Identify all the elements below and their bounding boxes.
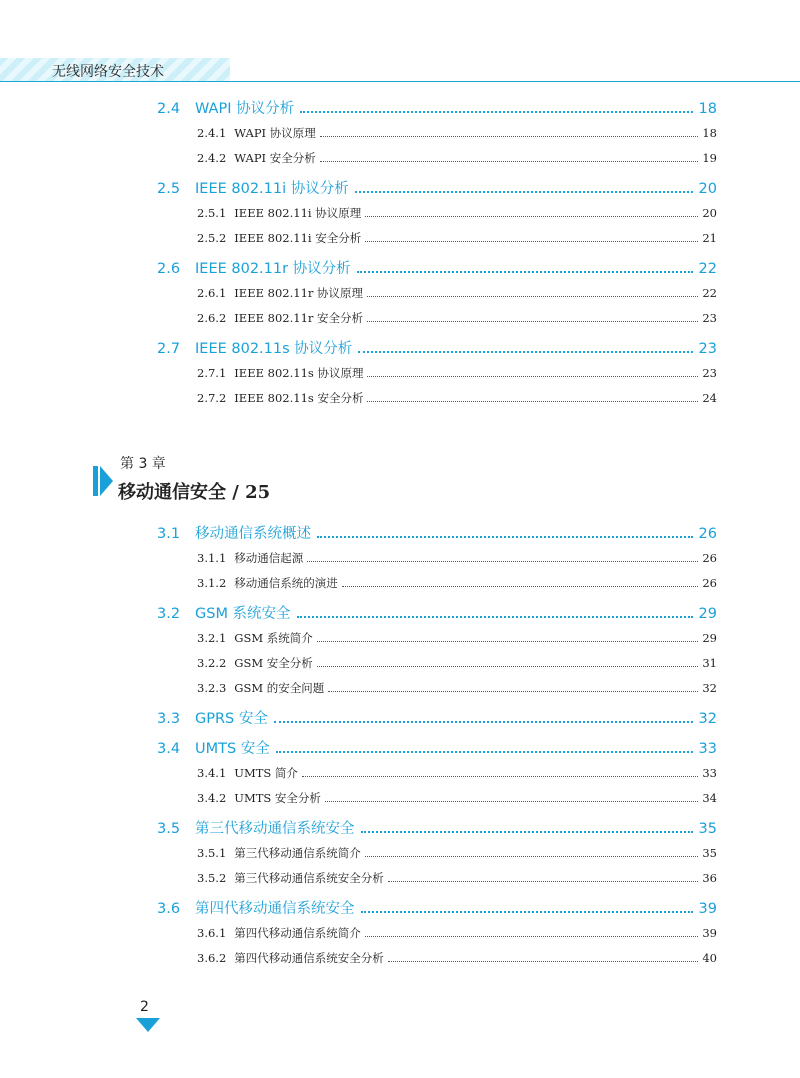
subsection-title: 第四代移动通信系统安全分析 bbox=[234, 951, 384, 965]
subsection-title: 移动通信系统的演进 bbox=[234, 576, 338, 590]
toc-section[interactable] bbox=[157, 707, 717, 731]
subsection-page: 40 bbox=[702, 951, 717, 965]
subsection-number: 2.4.2 bbox=[197, 151, 227, 165]
leader-dots bbox=[317, 666, 699, 667]
toc-section[interactable] bbox=[157, 337, 717, 361]
subsection-title: IEEE 802.11s 协议原理 bbox=[234, 366, 364, 380]
section-title: WAPI 协议分析 bbox=[195, 101, 295, 117]
subsection-title: WAPI 协议原理 bbox=[234, 126, 316, 140]
subsection-page: 29 bbox=[702, 631, 717, 645]
subsection-page: 31 bbox=[702, 656, 717, 670]
leader-dots bbox=[388, 961, 699, 962]
section-page: 39 bbox=[698, 901, 717, 917]
subsection-number: 3.5.2 bbox=[197, 871, 227, 885]
toc-subsection[interactable] bbox=[197, 575, 717, 595]
subsection-title: IEEE 802.11r 安全分析 bbox=[234, 311, 364, 325]
toc-subsection[interactable] bbox=[197, 845, 717, 865]
section-title: GSM 系统安全 bbox=[195, 606, 291, 622]
subsection-page: 26 bbox=[702, 576, 717, 590]
toc-subsection[interactable] bbox=[197, 205, 717, 225]
subsection-page: 26 bbox=[702, 551, 717, 565]
leader-dots bbox=[302, 776, 698, 777]
leader-dots bbox=[365, 936, 699, 937]
section-number: 3.2 bbox=[157, 606, 181, 622]
section-page: 33 bbox=[698, 741, 717, 757]
section-number: 3.1 bbox=[157, 526, 181, 542]
toc-subsection[interactable] bbox=[197, 950, 717, 970]
subsection-page: 24 bbox=[702, 391, 717, 405]
section-number: 3.5 bbox=[157, 821, 181, 837]
page-number: 2 bbox=[140, 999, 149, 1015]
subsection-title: IEEE 802.11s 安全分析 bbox=[234, 391, 364, 405]
subsection-number: 2.4.1 bbox=[197, 126, 227, 140]
toc-section[interactable] bbox=[157, 817, 717, 841]
subsection-page: 20 bbox=[702, 206, 717, 220]
section-number: 3.3 bbox=[157, 711, 181, 727]
subsection-page: 35 bbox=[702, 846, 717, 860]
toc-subsection[interactable] bbox=[197, 655, 717, 675]
subsection-page: 23 bbox=[702, 311, 717, 325]
subsection-title: IEEE 802.11r 协议原理 bbox=[234, 286, 364, 300]
toc-subsection[interactable] bbox=[197, 630, 717, 650]
toc-subsection[interactable] bbox=[197, 230, 717, 250]
leader-dots bbox=[367, 321, 698, 322]
leader-dots bbox=[357, 271, 693, 273]
toc-subsection[interactable] bbox=[197, 150, 717, 170]
subsection-title: 移动通信起源 bbox=[234, 551, 304, 565]
subsection-title: 第三代移动通信系统简介 bbox=[234, 846, 361, 860]
subsection-title: IEEE 802.11i 协议原理 bbox=[234, 206, 362, 220]
toc-section[interactable] bbox=[157, 737, 717, 761]
subsection-title: GSM 安全分析 bbox=[234, 656, 313, 670]
subsection-page: 18 bbox=[702, 126, 717, 140]
section-page: 18 bbox=[698, 101, 717, 117]
toc-section[interactable] bbox=[157, 522, 717, 546]
toc-section[interactable] bbox=[157, 602, 717, 626]
leader-dots bbox=[317, 641, 699, 642]
subsection-number: 2.6.1 bbox=[197, 286, 227, 300]
page-marker-triangle-icon bbox=[136, 1018, 160, 1032]
toc-subsection[interactable] bbox=[197, 285, 717, 305]
leader-dots bbox=[367, 376, 698, 377]
leader-dots bbox=[320, 161, 699, 162]
leader-dots bbox=[320, 136, 699, 137]
subsection-number: 3.1.1 bbox=[197, 551, 227, 565]
book-title: 无线网络安全技术 bbox=[52, 64, 164, 80]
leader-dots bbox=[388, 881, 699, 882]
header-rule bbox=[0, 81, 800, 82]
running-header bbox=[0, 58, 800, 82]
section-page: 20 bbox=[698, 181, 717, 197]
leader-dots bbox=[317, 536, 693, 538]
subsection-page: 19 bbox=[702, 151, 717, 165]
leader-dots bbox=[361, 911, 693, 913]
leader-dots bbox=[325, 801, 698, 802]
subsection-page: 32 bbox=[702, 681, 717, 695]
section-number: 3.6 bbox=[157, 901, 181, 917]
leader-dots bbox=[307, 561, 698, 562]
subsection-title: GSM 系统简介 bbox=[234, 631, 313, 645]
leader-dots bbox=[276, 751, 693, 753]
section-title: 第四代移动通信系统安全 bbox=[195, 901, 355, 917]
toc-section[interactable] bbox=[157, 257, 717, 281]
section-number: 2.4 bbox=[157, 101, 181, 117]
section-title: IEEE 802.11r 协议分析 bbox=[195, 261, 351, 277]
leader-dots bbox=[328, 691, 698, 692]
section-number: 2.7 bbox=[157, 341, 181, 357]
toc-subsection[interactable] bbox=[197, 680, 717, 700]
section-title: 移动通信系统概述 bbox=[195, 526, 311, 542]
subsection-page: 22 bbox=[702, 286, 717, 300]
subsection-page: 36 bbox=[702, 871, 717, 885]
section-number: 2.5 bbox=[157, 181, 181, 197]
toc-subsection[interactable] bbox=[197, 870, 717, 890]
chapter-label: 第 3 章 bbox=[120, 456, 166, 472]
section-page: 29 bbox=[698, 606, 717, 622]
section-title: 第三代移动通信系统安全 bbox=[195, 821, 355, 837]
toc-subsection[interactable] bbox=[197, 790, 717, 810]
section-title: IEEE 802.11s 协议分析 bbox=[195, 341, 353, 357]
toc-subsection[interactable] bbox=[197, 310, 717, 330]
section-title: UMTS 安全 bbox=[195, 741, 270, 757]
section-number: 3.4 bbox=[157, 741, 181, 757]
section-title: IEEE 802.11i 协议分析 bbox=[195, 181, 349, 197]
subsection-page: 21 bbox=[702, 231, 717, 245]
leader-dots bbox=[355, 191, 693, 193]
leader-dots bbox=[274, 721, 693, 723]
toc-subsection[interactable] bbox=[197, 550, 717, 570]
section-page: 23 bbox=[698, 341, 717, 357]
leader-dots bbox=[365, 241, 698, 242]
section-page: 26 bbox=[698, 526, 717, 542]
toc-subsection[interactable] bbox=[197, 925, 717, 945]
subsection-number: 3.5.1 bbox=[197, 846, 227, 860]
leader-dots bbox=[297, 616, 693, 618]
section-page: 35 bbox=[698, 821, 717, 837]
subsection-number: 3.6.1 bbox=[197, 926, 227, 940]
subsection-number: 3.2.3 bbox=[197, 681, 227, 695]
subsection-number: 2.7.2 bbox=[197, 391, 227, 405]
toc-section[interactable] bbox=[157, 97, 717, 121]
subsection-title: 第四代移动通信系统简介 bbox=[234, 926, 361, 940]
section-number: 2.6 bbox=[157, 261, 181, 277]
section-page: 22 bbox=[698, 261, 717, 277]
leader-dots bbox=[300, 111, 692, 113]
subsection-number: 3.1.2 bbox=[197, 576, 227, 590]
toc-subsection[interactable] bbox=[197, 365, 717, 385]
subsection-number: 3.6.2 bbox=[197, 951, 227, 965]
section-title: GPRS 安全 bbox=[195, 711, 268, 727]
subsection-page: 39 bbox=[702, 926, 717, 940]
toc-section[interactable] bbox=[157, 177, 717, 201]
chapter-arrow-icon bbox=[93, 466, 113, 496]
toc-subsection[interactable] bbox=[197, 125, 717, 145]
subsection-title: UMTS 简介 bbox=[234, 766, 298, 780]
leader-dots bbox=[358, 351, 692, 353]
leader-dots bbox=[365, 216, 698, 217]
subsection-page: 23 bbox=[702, 366, 717, 380]
subsection-page: 34 bbox=[702, 791, 717, 805]
section-page: 32 bbox=[698, 711, 717, 727]
subsection-number: 2.5.1 bbox=[197, 206, 227, 220]
subsection-number: 2.7.1 bbox=[197, 366, 227, 380]
chapter-title[interactable]: 移动通信安全 / 25 bbox=[118, 482, 271, 503]
subsection-number: 3.4.1 bbox=[197, 766, 227, 780]
subsection-title: IEEE 802.11i 安全分析 bbox=[234, 231, 362, 245]
leader-dots bbox=[342, 586, 699, 587]
subsection-number: 3.2.2 bbox=[197, 656, 227, 670]
subsection-number: 3.2.1 bbox=[197, 631, 227, 645]
subsection-page: 33 bbox=[702, 766, 717, 780]
subsection-title: WAPI 安全分析 bbox=[234, 151, 316, 165]
toc-subsection[interactable] bbox=[197, 765, 717, 785]
subsection-title: UMTS 安全分析 bbox=[234, 791, 321, 805]
leader-dots bbox=[367, 401, 698, 402]
subsection-title: GSM 的安全问题 bbox=[234, 681, 325, 695]
subsection-number: 2.5.2 bbox=[197, 231, 227, 245]
leader-dots bbox=[361, 831, 693, 833]
subsection-title: 第三代移动通信系统安全分析 bbox=[234, 871, 384, 885]
toc-subsection[interactable] bbox=[197, 390, 717, 410]
toc-section[interactable] bbox=[157, 897, 717, 921]
subsection-number: 2.6.2 bbox=[197, 311, 227, 325]
leader-dots bbox=[367, 296, 698, 297]
leader-dots bbox=[365, 856, 699, 857]
subsection-number: 3.4.2 bbox=[197, 791, 227, 805]
